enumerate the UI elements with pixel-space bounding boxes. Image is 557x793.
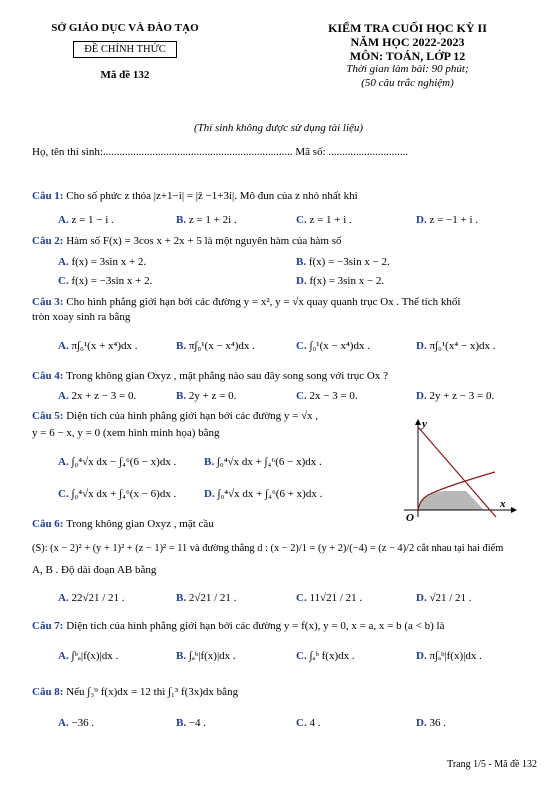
question-label: Câu 7: bbox=[32, 620, 64, 632]
question-label: Câu 6: bbox=[32, 518, 64, 530]
question-count: (50 câu trắc nghiệm) bbox=[361, 76, 454, 89]
question-label: Câu 5: bbox=[32, 410, 64, 422]
question-8 bbox=[32, 686, 537, 700]
option-b[interactable]: B. z = 1 + 2i . bbox=[176, 214, 237, 226]
question-1 bbox=[32, 190, 537, 204]
option-a[interactable]: A. 22√21 / 21 . bbox=[58, 592, 125, 604]
y-axis-label: y bbox=[422, 418, 427, 430]
question-6 bbox=[32, 518, 537, 532]
origin-label: O bbox=[406, 512, 414, 522]
question-label: Câu 8: bbox=[32, 686, 64, 698]
student-info-line: Họ, tên thí sinh:..................................................................... Mã số: ............................. bbox=[32, 146, 409, 158]
option-d[interactable]: D. √21 / 21 . bbox=[416, 592, 472, 604]
option-d[interactable]: D. z = −1 + i . bbox=[416, 214, 479, 226]
question-6-continued: (S): (x − 2)² + (y + 1)² + (z − 1)² = 11 và đường thẳng d : (x − 2)/1 = (y + 2)/(−4) = (z − 4)/2 cắt nhau tại hai điểm bbox=[32, 543, 504, 554]
option-a[interactable]: A. −36 . bbox=[58, 717, 95, 729]
school-year: NĂM HỌC 2022-2023 bbox=[350, 34, 465, 49]
option-b[interactable]: B. ∫ₐᵇ|f(x)|dx . bbox=[176, 650, 236, 662]
question-label: Câu 3: bbox=[32, 296, 64, 308]
exam-title: KIỂM TRA CUỐI HỌC KỲ II bbox=[328, 21, 487, 35]
department-name: SỞ GIÁO DỤC VÀ ĐÀO TẠO bbox=[51, 22, 199, 34]
option-c[interactable]: C. 11√21 / 21 . bbox=[296, 592, 363, 604]
subject: MÔN: TOÁN, LỚP 12 bbox=[349, 48, 466, 63]
option-c[interactable]: C. z = 1 + i . bbox=[296, 214, 352, 226]
shaded-region bbox=[418, 491, 484, 510]
option-a[interactable]: A. ∫ᵇₐ|f(x)|dx . bbox=[58, 650, 119, 662]
x-axis-label: x bbox=[500, 498, 506, 510]
question-label: Câu 2: bbox=[32, 235, 64, 247]
question-text: Nếu ∫₃⁹ f(x)dx = 12 thì ∫₁³ f(3x)dx bằng bbox=[66, 686, 239, 698]
question-label: Câu 1: bbox=[32, 190, 64, 202]
option-d[interactable]: D. 36 . bbox=[416, 717, 446, 729]
option-b[interactable]: B. ∫₀⁴√x dx + ∫₄⁶(6 − x)dx . bbox=[204, 456, 322, 468]
option-d[interactable]: D. π∫ₐᵇ|f(x)|dx . bbox=[416, 650, 482, 662]
option-c[interactable]: C. 4 . bbox=[296, 717, 321, 729]
option-c[interactable]: C. ∫₀¹(x − x⁴)dx . bbox=[296, 340, 370, 352]
question-7 bbox=[32, 620, 537, 634]
page-footer: Trang 1/5 - Mã đề 132 bbox=[447, 758, 537, 770]
question-2 bbox=[32, 235, 537, 249]
question-text: Cho số phức z thỏa |z+1−i| = |z̄ −1+3i|. Mô đun của z nhỏ nhất khi bbox=[66, 190, 358, 202]
official-badge: ĐỀ CHÍNH THỨC bbox=[73, 41, 176, 58]
option-b[interactable]: B. π∫₀¹(x − x⁴)dx . bbox=[176, 340, 255, 352]
option-c[interactable]: C. f(x) = −3sin x + 2. bbox=[58, 275, 153, 287]
y-axis-arrow bbox=[415, 419, 421, 425]
time-limit: Thời gian làm bài: 90 phút; bbox=[346, 63, 469, 76]
exam-code: Mã đề 132 bbox=[100, 68, 150, 81]
option-d[interactable]: D. ∫₀⁴√x dx + ∫₄⁶(6 + x)dx . bbox=[204, 488, 323, 500]
option-b[interactable]: B. f(x) = −3sin x − 2. bbox=[296, 256, 390, 268]
question-5-continued: y = 6 − x, y = 0 (xem hình minh họa) bằng bbox=[32, 427, 220, 439]
question-text: Cho hình phẳng giới hạn bởi các đường y = x², y = √x quay quanh trục Ox . Thể tích khối bbox=[66, 296, 461, 308]
x-axis-arrow bbox=[511, 507, 517, 513]
option-a[interactable]: A. z = 1 − i . bbox=[58, 214, 114, 226]
header-left bbox=[30, 22, 220, 83]
question-3-continued: tròn xoay sinh ra bằng bbox=[32, 311, 131, 323]
question-text: Diện tích của hình phẳng giới hạn bởi các đường y = f(x), y = 0, x = a, x = b (a < b) là bbox=[66, 620, 445, 632]
option-a[interactable]: A. ∫₀⁴√x dx − ∫₄⁶(6 − x)dx . bbox=[58, 456, 177, 468]
option-a[interactable]: A. f(x) = 3sin x + 2. bbox=[58, 256, 147, 268]
option-b[interactable]: B. 2√21 / 21 . bbox=[176, 592, 237, 604]
option-c[interactable]: C. 2x − 3 = 0. bbox=[296, 390, 358, 402]
option-a[interactable]: A. 2x + z − 3 = 0. bbox=[58, 390, 137, 402]
option-b[interactable]: B. −4 . bbox=[176, 717, 207, 729]
option-c[interactable]: C. ∫ₐᵇ f(x)dx . bbox=[296, 650, 355, 662]
option-d[interactable]: D. 2y + z − 3 = 0. bbox=[416, 390, 495, 402]
question-text: Diện tích của hình phẳng giới hạn bởi các đường y = √x , bbox=[66, 410, 319, 422]
header-right bbox=[285, 22, 530, 90]
question-text: Trong không gian Oxyz , mặt cầu bbox=[66, 518, 214, 530]
option-d[interactable]: D. f(x) = 3sin x − 2. bbox=[296, 275, 385, 287]
question-label: Câu 4: bbox=[32, 370, 64, 382]
question-text: Hàm số F(x) = 3cos x + 2x + 5 là một nguyên hàm của hàm số bbox=[66, 235, 342, 247]
question-text: Trong không gian Oxyz , mặt phẳng nào sau đây song song với trục Ox ? bbox=[66, 370, 388, 382]
option-a[interactable]: A. π∫₀¹(x + x⁴)dx . bbox=[58, 340, 138, 352]
option-d[interactable]: D. π∫₀¹(x⁴ − x)dx . bbox=[416, 340, 496, 352]
question-3 bbox=[32, 296, 537, 310]
question-6-continued-2: A, B . Độ dài đoạn AB bằng bbox=[32, 564, 157, 576]
question-4 bbox=[32, 370, 537, 384]
option-b[interactable]: B. 2y + z = 0. bbox=[176, 390, 237, 402]
area-figure bbox=[400, 417, 520, 522]
no-materials-note: (Thí sinh không được sử dụng tài liệu) bbox=[193, 122, 364, 134]
option-c[interactable]: C. ∫₀⁴√x dx + ∫₄⁶(x − 6)dx . bbox=[58, 488, 177, 500]
